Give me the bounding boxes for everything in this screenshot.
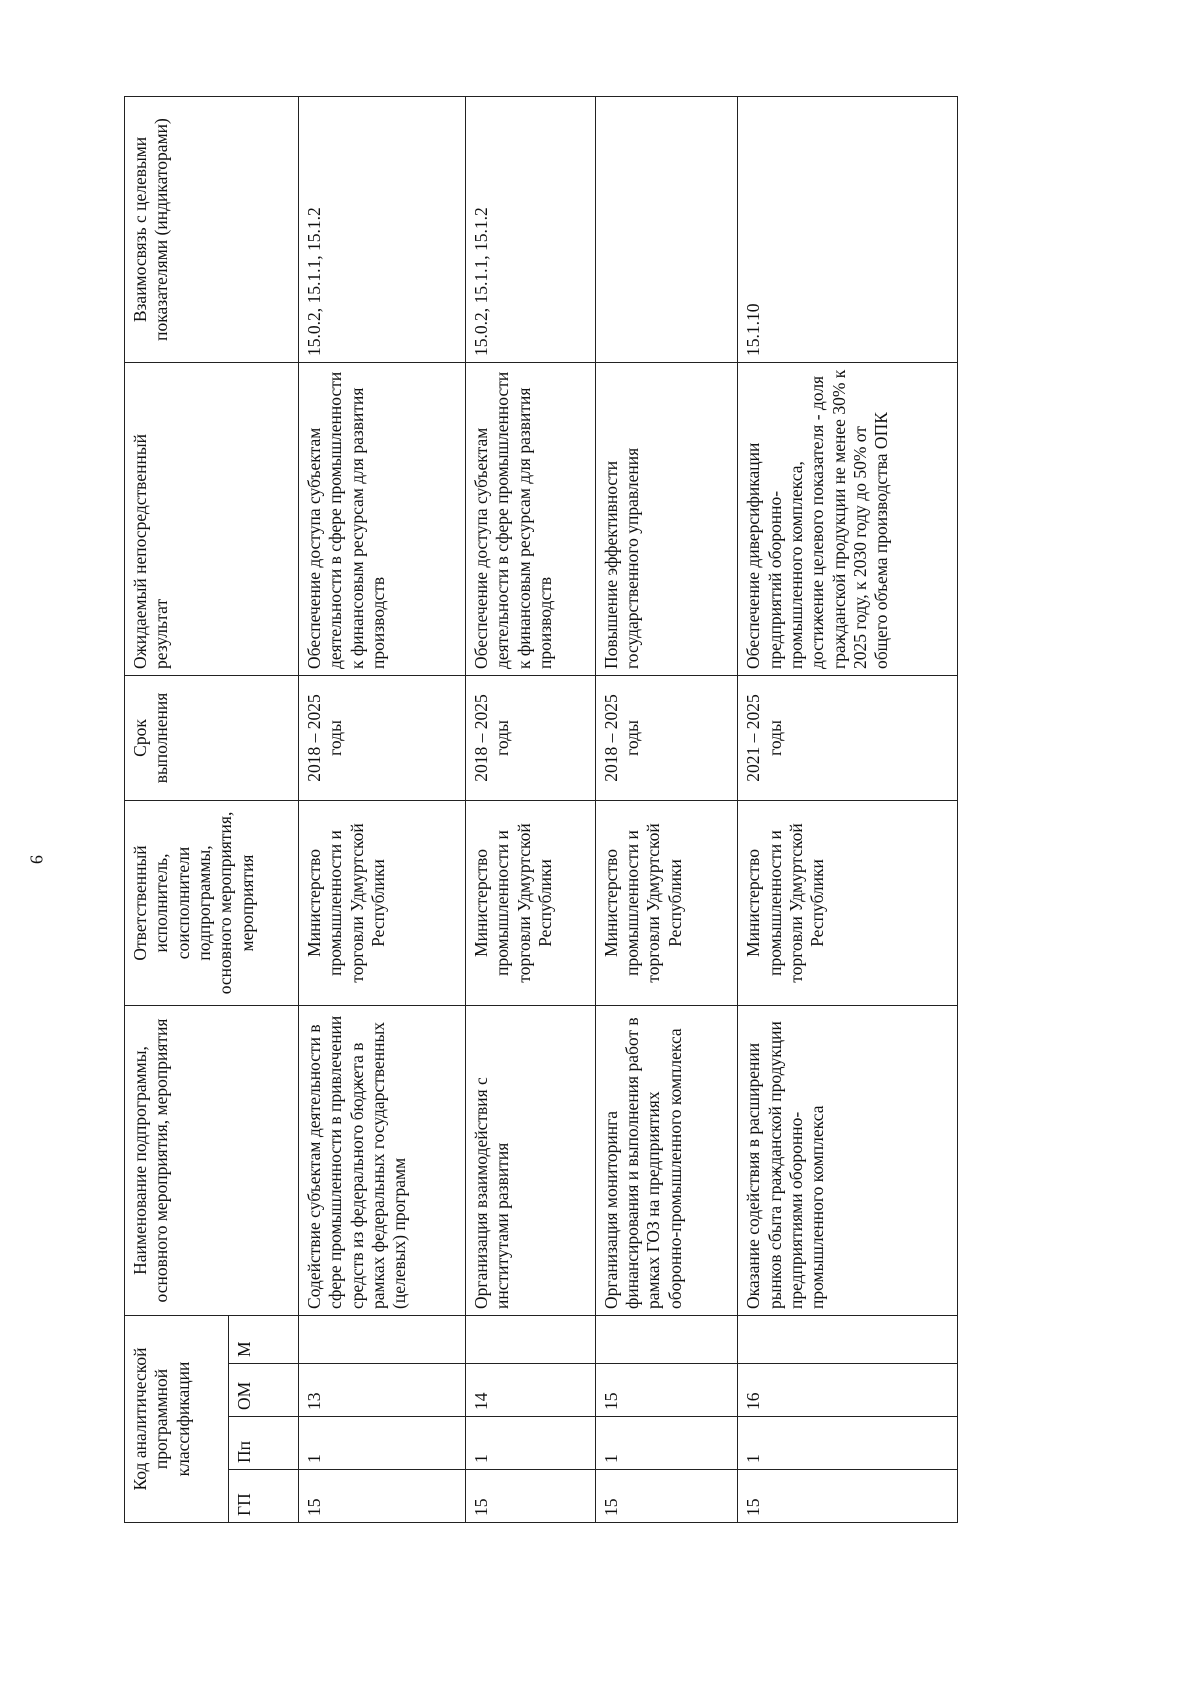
cell-om: 14 [465, 1364, 595, 1417]
header-term: Срок выполнения [125, 675, 299, 800]
cell-m [465, 1315, 595, 1363]
cell-name: Содействие субъектам деятельности в сфере промышленности в привлечении средств из федерального бюджета в рамках федеральных государственных (целевых) программ [299, 1005, 466, 1315]
header-om: ОМ [229, 1364, 299, 1417]
cell-result: Обеспечение доступа субъектам деятельности в сфере промышленности к финансовым ресурсам для развития производств [299, 362, 466, 675]
cell-indicators: 15.0.2, 15.1.1, 15.1.2 [299, 96, 466, 362]
header-m: М [229, 1315, 299, 1363]
cell-term: 2018 – 2025 годы [465, 675, 595, 800]
table-container [124, 97, 958, 1523]
cell-indicators [595, 96, 738, 362]
cell-name: Организация взаимодействия с институтами развития [465, 1005, 595, 1315]
cell-responsible: Министерство промышленности и торговли Удмуртской Республики [738, 800, 958, 1005]
cell-name: Оказание содействия в расширении рынков сбыта гражданской продукции предприятиями оборонно-промышленного комплекса [738, 1005, 958, 1315]
cell-term: 2018 – 2025 годы [299, 675, 466, 800]
table-row [738, 96, 958, 1522]
cell-m [738, 1315, 958, 1363]
cell-m [299, 1315, 466, 1363]
cell-m [595, 1315, 738, 1363]
cell-result: Обеспечение диверсификации предприятий оборонно-промышленного комплекса, достижение целевого показателя - доля гражданской продукции не менее 30% к 2025 году, к 2030 году до 50% от общего объема производства ОПК [738, 362, 958, 675]
cell-pp: 1 [595, 1417, 738, 1470]
cell-responsible: Министерство промышленности и торговли Удмуртской Республики [299, 800, 466, 1005]
cell-term: 2018 – 2025 годы [595, 675, 738, 800]
page-number: 9 [26, 855, 47, 864]
table-row [299, 96, 466, 1522]
cell-gp: 15 [299, 1470, 466, 1523]
cell-gp: 15 [465, 1470, 595, 1523]
header-pp: Пп [229, 1417, 299, 1470]
table-row [595, 96, 738, 1522]
cell-responsible: Министерство промышленности и торговли Удмуртской Республики [465, 800, 595, 1005]
cell-om: 16 [738, 1364, 958, 1417]
cell-indicators: 15.0.2, 15.1.1, 15.1.2 [465, 96, 595, 362]
header-code-group: Код аналитической программной классификации [125, 1315, 229, 1522]
header-result: Ожидаемый непосредственный результат [125, 362, 299, 675]
cell-term: 2021 – 2025 годы [738, 675, 958, 800]
header-name: Наименование подпрограммы, основного мероприятия, мероприятия [125, 1005, 299, 1315]
cell-responsible: Министерство промышленности и торговли Удмуртской Республики [595, 800, 738, 1005]
cell-result: Повышение эффективности государственного управления [595, 362, 738, 675]
cell-result: Обеспечение доступа субъектам деятельности в сфере промышленности к финансовым ресурсам для развития производств [465, 362, 595, 675]
cell-indicators: 15.1.10 [738, 96, 958, 362]
header-gp: ГП [229, 1470, 299, 1523]
cell-pp: 1 [465, 1417, 595, 1470]
header-indicators: Взаимосвязь с целевыми показателями (индикаторами) [125, 96, 299, 362]
cell-name: Организация мониторинга финансирования и выполнения работ в рамках ГОЗ на предприятиях оборонно-промышленного комплекса [595, 1005, 738, 1315]
cell-gp: 15 [738, 1470, 958, 1523]
table-row [465, 96, 595, 1522]
cell-pp: 1 [738, 1417, 958, 1470]
header-responsible: Ответственный исполнитель, соисполнители подпрограммы, основного мероприятия, мероприятия [125, 800, 299, 1005]
cell-gp: 15 [595, 1470, 738, 1523]
cell-om: 13 [299, 1364, 466, 1417]
program-table [124, 96, 958, 1523]
cell-om: 15 [595, 1364, 738, 1417]
cell-pp: 1 [299, 1417, 466, 1470]
